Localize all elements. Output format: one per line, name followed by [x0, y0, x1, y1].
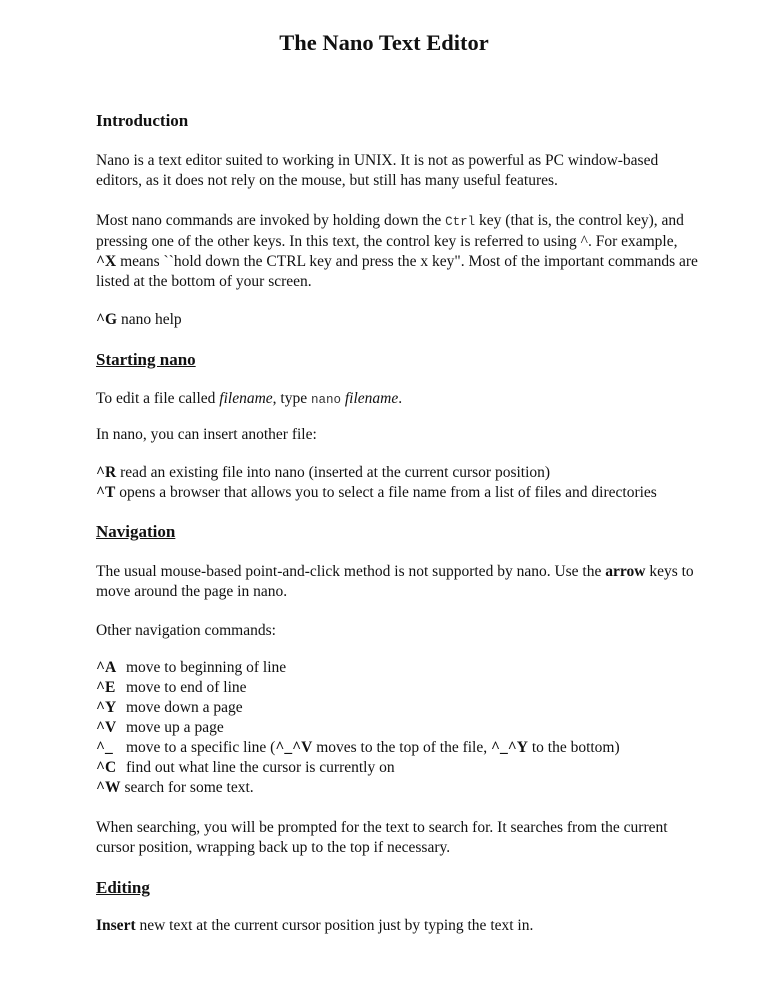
key-label: ^G [96, 311, 118, 328]
key-label: ^_^V [275, 739, 313, 756]
command-desc [126, 739, 620, 756]
insert-paragraph [96, 916, 533, 936]
text-span: moves to the top of the file, [312, 739, 491, 756]
command-desc: nano help [117, 311, 182, 328]
text-span: The usual mouse-based point-and-click method is not supported by nano. Use the [96, 563, 606, 580]
text-span: To edit a file called [96, 390, 220, 407]
text-line: pressing one of the other keys. In this text, the control key is referred to using ^. For example, [96, 233, 678, 250]
heading-editing: Editing [96, 878, 150, 897]
emphasis: filename [219, 390, 273, 407]
heading-introduction: Introduction [96, 111, 189, 130]
key-label: ^C [96, 759, 117, 776]
key-label: ^Y [96, 699, 117, 716]
heading-starting-nano: Starting nano [96, 350, 196, 369]
text-span: . [398, 390, 403, 407]
key-label: ^W [96, 779, 121, 796]
text-line: move around the page in nano. [96, 583, 288, 600]
text-line: cursor position, wrapping back up to the top if necessary. [96, 839, 451, 856]
command-row [96, 658, 620, 678]
navigation-command-list [96, 658, 620, 798]
command-row [96, 483, 657, 503]
key-label: ^_^Y [490, 739, 528, 756]
code-nano: nano [310, 393, 341, 407]
insert-intro: In nano, you can insert another file: [96, 426, 317, 443]
command-desc: move to beginning of line [126, 659, 287, 676]
command-row [96, 718, 620, 738]
command-row [96, 738, 620, 758]
text-span: new text at the current cursor position just by typing the text in. [135, 917, 534, 934]
text-span: , type [272, 390, 311, 407]
text-line: When searching, you will be prompted for the text to search for. It searches from the current [96, 819, 668, 836]
command-row [96, 678, 620, 698]
command-desc: opens a browser that allows you to select a file name from a list of files and directories [115, 484, 657, 501]
other-nav-intro: Other navigation commands: [96, 622, 276, 639]
bold-term: arrow [605, 563, 646, 580]
command-desc: search for some text. [124, 779, 254, 796]
command-desc: find out what line the cursor is currently on [126, 759, 395, 776]
navigation-paragraph [96, 562, 694, 602]
text-span: move to a specific line ( [126, 739, 276, 756]
command-row [96, 778, 620, 798]
key-label: ^T [96, 484, 116, 501]
command-row [96, 758, 620, 778]
text-line: Nano is a text editor suited to working in UNIX. It is not as powerful as PC window-based [96, 152, 659, 169]
key-label: ^V [96, 719, 117, 736]
search-note [96, 818, 668, 858]
help-command [96, 310, 182, 330]
page-title: The Nano Text Editor [279, 30, 489, 55]
command-row [96, 463, 657, 483]
text-span: Most nano commands are invoked by holding down the [96, 212, 446, 229]
key-label: ^E [96, 679, 116, 696]
key-label: ^_ [96, 739, 113, 756]
insert-command-list [96, 463, 657, 503]
command-desc: move down a page [126, 699, 243, 716]
key-label: ^A [96, 659, 117, 676]
text-line: editors, as it does not rely on the mouse, but still has many useful features. [96, 172, 558, 189]
bold-term: Insert [96, 917, 136, 934]
heading-navigation: Navigation [96, 522, 176, 541]
key-label: ^X [96, 253, 117, 270]
emphasis: filename [341, 390, 399, 407]
intro-paragraph-1 [96, 151, 658, 191]
code-ctrl: Ctrl [445, 215, 476, 229]
text-span: means ``hold down the CTRL key and press the x key". Most of the important commands are [116, 253, 698, 270]
command-desc: move to end of line [126, 679, 247, 696]
text-span: keys to [645, 563, 694, 580]
command-desc: read an existing file into nano (inserted at the current cursor position) [116, 464, 551, 481]
key-label: ^R [96, 464, 117, 481]
edit-instruction [96, 389, 402, 410]
text-line [96, 252, 698, 272]
text-span: to the bottom) [527, 739, 620, 756]
text-line [96, 562, 694, 582]
text-line [96, 211, 698, 232]
intro-paragraph-2 [96, 211, 698, 292]
text-line: listed at the bottom of your screen. [96, 273, 312, 290]
command-desc: move up a page [126, 719, 224, 736]
command-row [96, 698, 620, 718]
text-span: key (that is, the control key), and [475, 212, 684, 229]
